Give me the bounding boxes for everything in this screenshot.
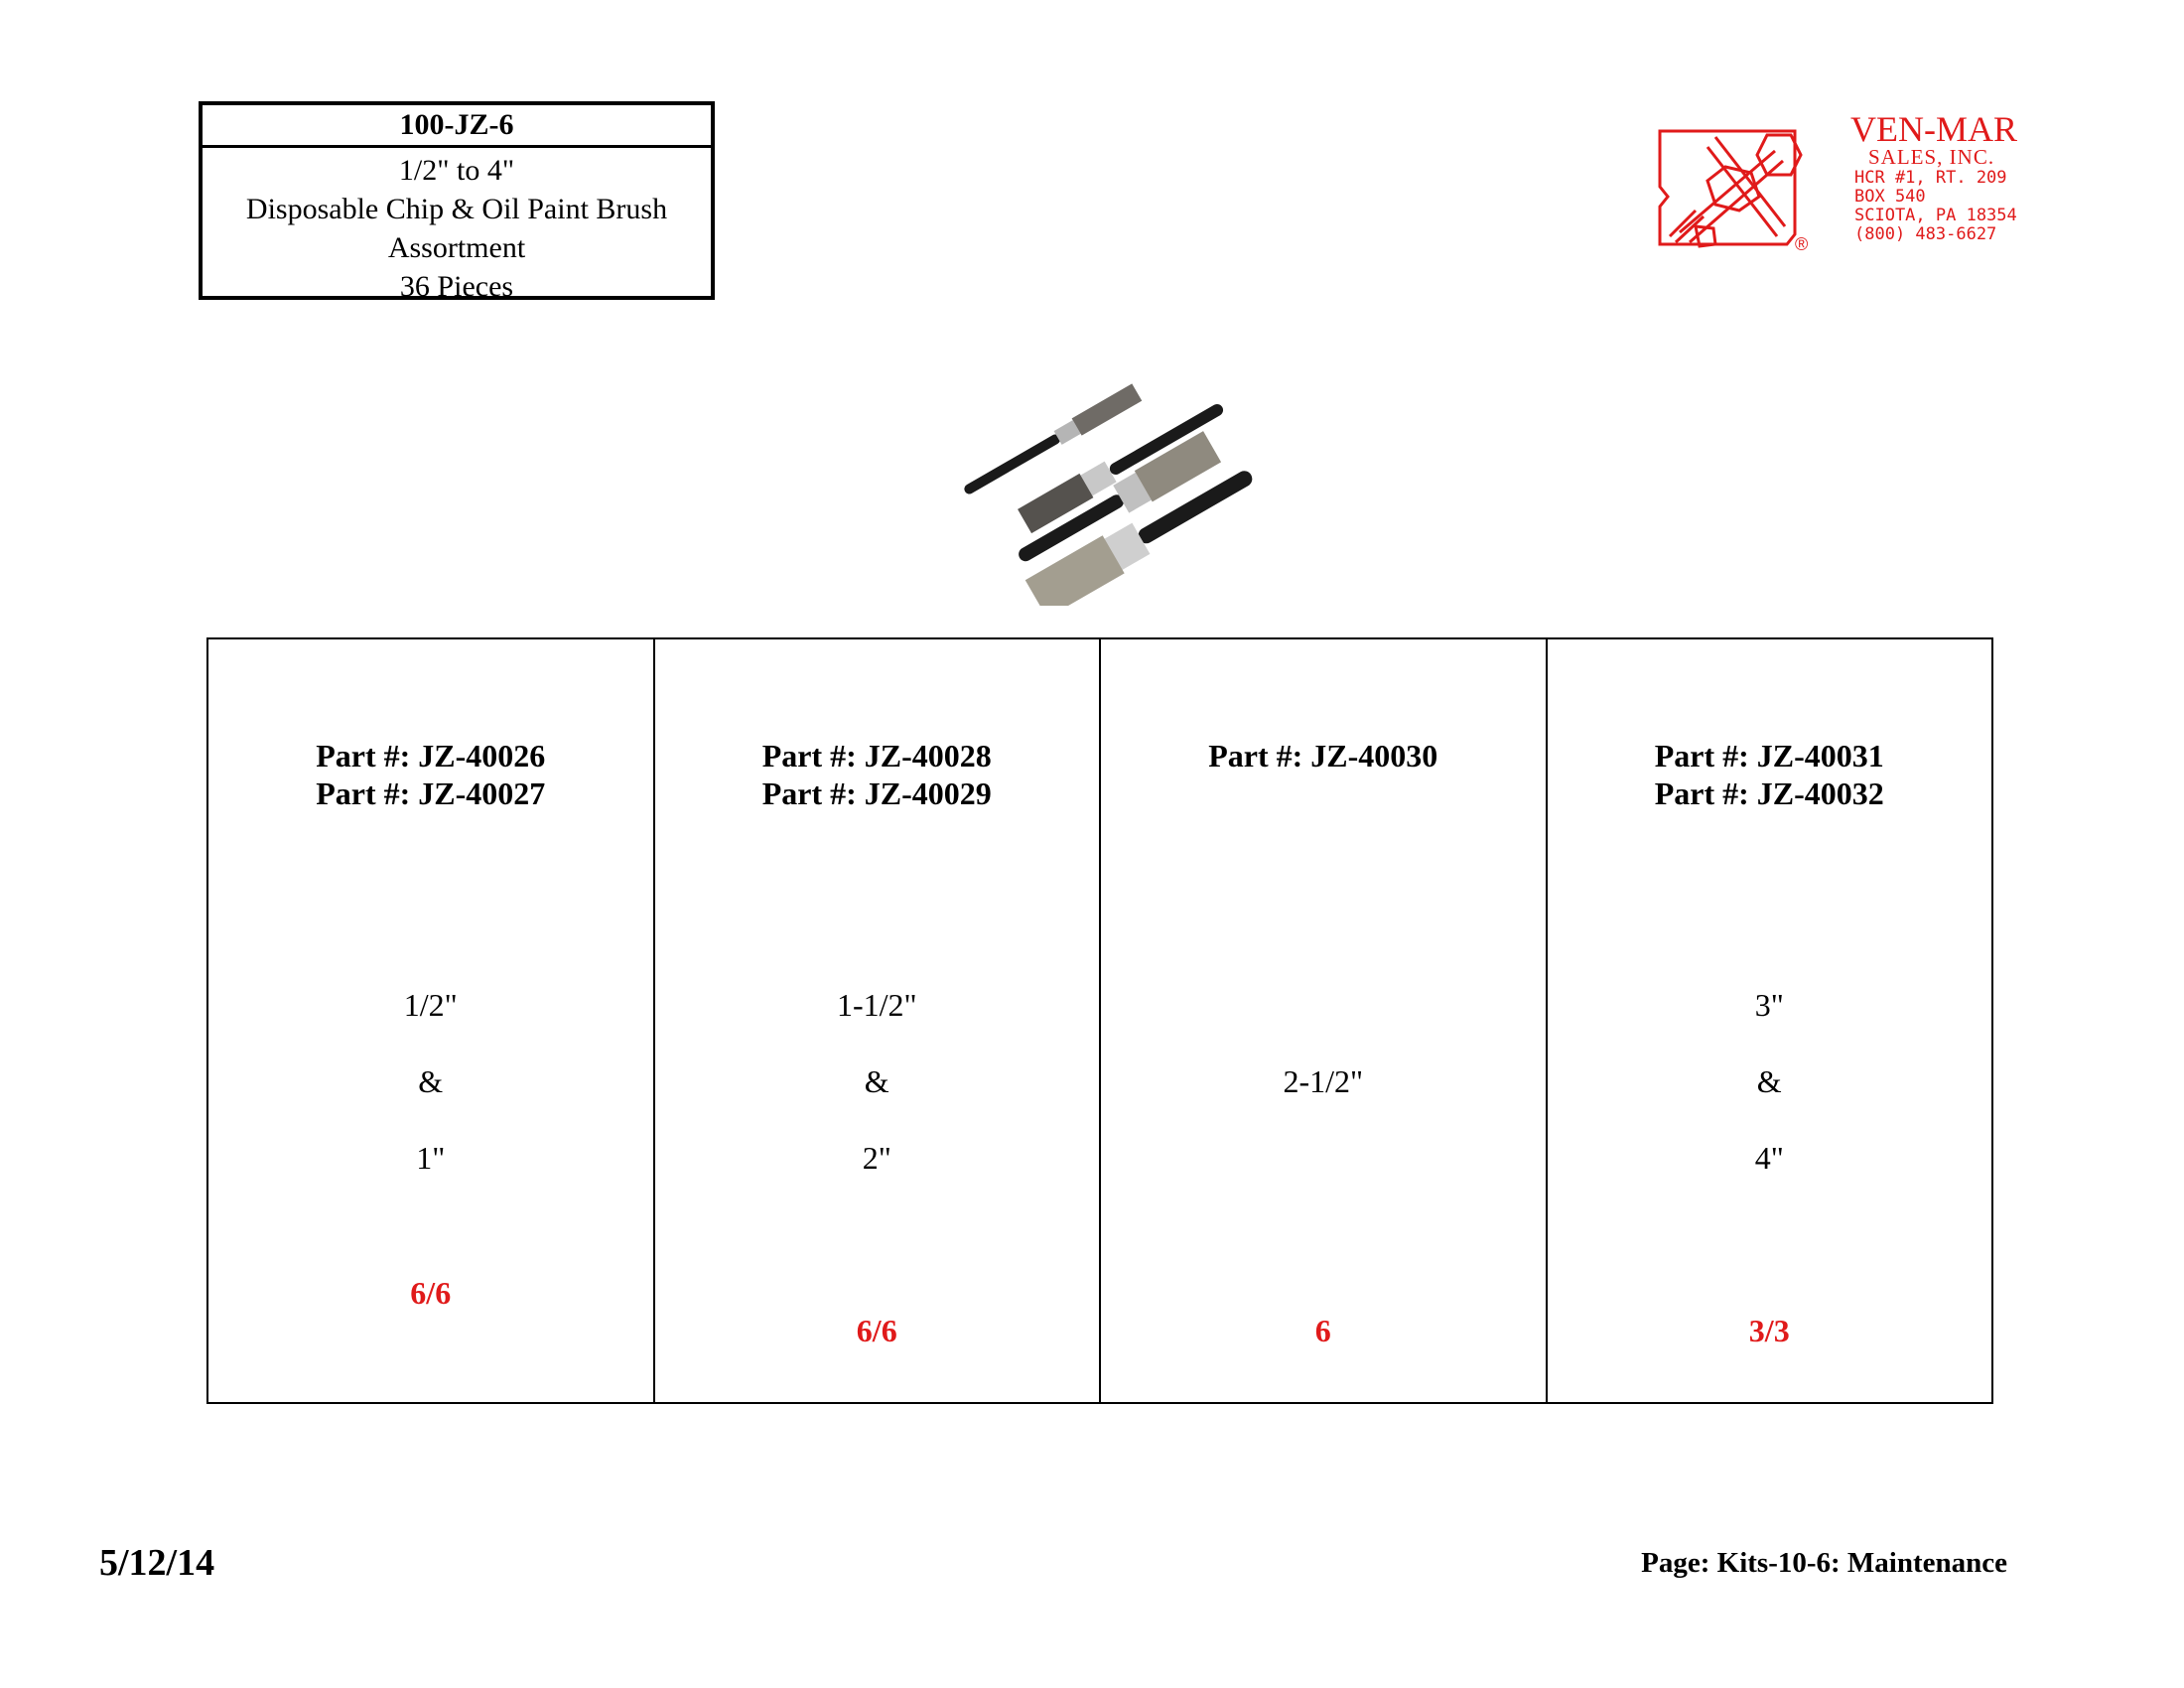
- parts-column: [1546, 639, 1992, 1402]
- kit-description: [203, 148, 711, 306]
- brush-size: 4": [1754, 1140, 1784, 1176]
- part-number: Part #: JZ-40028: [761, 738, 992, 774]
- brush-sizes: [208, 967, 653, 1196]
- page-label: Page: Kits-10-6: Maintenance: [1641, 1547, 2007, 1579]
- kit-product-type: Assortment: [387, 231, 526, 264]
- parts-column: [208, 639, 653, 1402]
- quantity: 3/3: [1748, 1313, 1790, 1348]
- quantity: 6: [1314, 1313, 1331, 1348]
- brush-size: 1/2": [403, 987, 458, 1023]
- part-number: Part #: JZ-40030: [1208, 738, 1438, 774]
- part-numbers: [208, 737, 653, 812]
- part-number: Part #: JZ-40032: [1654, 775, 1884, 811]
- company-subtitle: SALES, INC.: [1868, 145, 1995, 169]
- kit-product-name: Disposable Chip & Oil Paint Brush: [245, 193, 668, 225]
- quantity: 6/6: [410, 1275, 452, 1311]
- part-number: Part #: JZ-40029: [761, 775, 992, 811]
- svg-text:®: ®: [1795, 234, 1809, 252]
- part-numbers: [655, 737, 1100, 812]
- document-date: 5/12/14: [99, 1542, 215, 1584]
- size-separator: &: [1756, 1063, 1782, 1099]
- kit-code: 100-JZ-6: [203, 105, 711, 148]
- brush-size: 2": [862, 1140, 891, 1176]
- parts-column: [1099, 639, 1546, 1402]
- part-number: Part #: JZ-40031: [1654, 738, 1884, 774]
- part-number: Part #: JZ-40027: [316, 775, 546, 811]
- part-numbers: [1548, 737, 1992, 812]
- address-line: SCIOTA, PA 18354: [1854, 206, 2017, 225]
- brush-sizes: [655, 967, 1100, 1196]
- kit-piece-count: 36 Pieces: [399, 270, 514, 303]
- paint-brushes-image: [943, 348, 1261, 606]
- size-separator: &: [418, 1063, 444, 1099]
- company-logo: [1656, 111, 2073, 260]
- company-name: VEN-MAR: [1850, 109, 2017, 149]
- brush-size: 3": [1754, 987, 1784, 1023]
- parts-table: [206, 637, 1993, 1404]
- address-line: (800) 483-6627: [1854, 224, 1997, 244]
- kit-header-box: [199, 101, 715, 303]
- brush-size: 1-1/2": [836, 987, 917, 1023]
- brush-size: 2-1/2": [1283, 1063, 1364, 1099]
- kit-size-range: 1/2" to 4": [398, 154, 515, 187]
- size-separator: &: [864, 1063, 889, 1099]
- brush-sizes: [1548, 967, 1992, 1196]
- company-address: [1854, 169, 2017, 244]
- quantity: 6/6: [856, 1313, 897, 1348]
- part-number: Part #: JZ-40026: [316, 738, 546, 774]
- address-line: BOX 540: [1854, 187, 1926, 207]
- bolt-logo-icon: [1656, 127, 1844, 252]
- parts-column: [653, 639, 1100, 1402]
- brush-size: 1": [416, 1140, 446, 1176]
- part-numbers: [1101, 737, 1546, 774]
- address-line: HCR #1, RT. 209: [1854, 168, 2007, 188]
